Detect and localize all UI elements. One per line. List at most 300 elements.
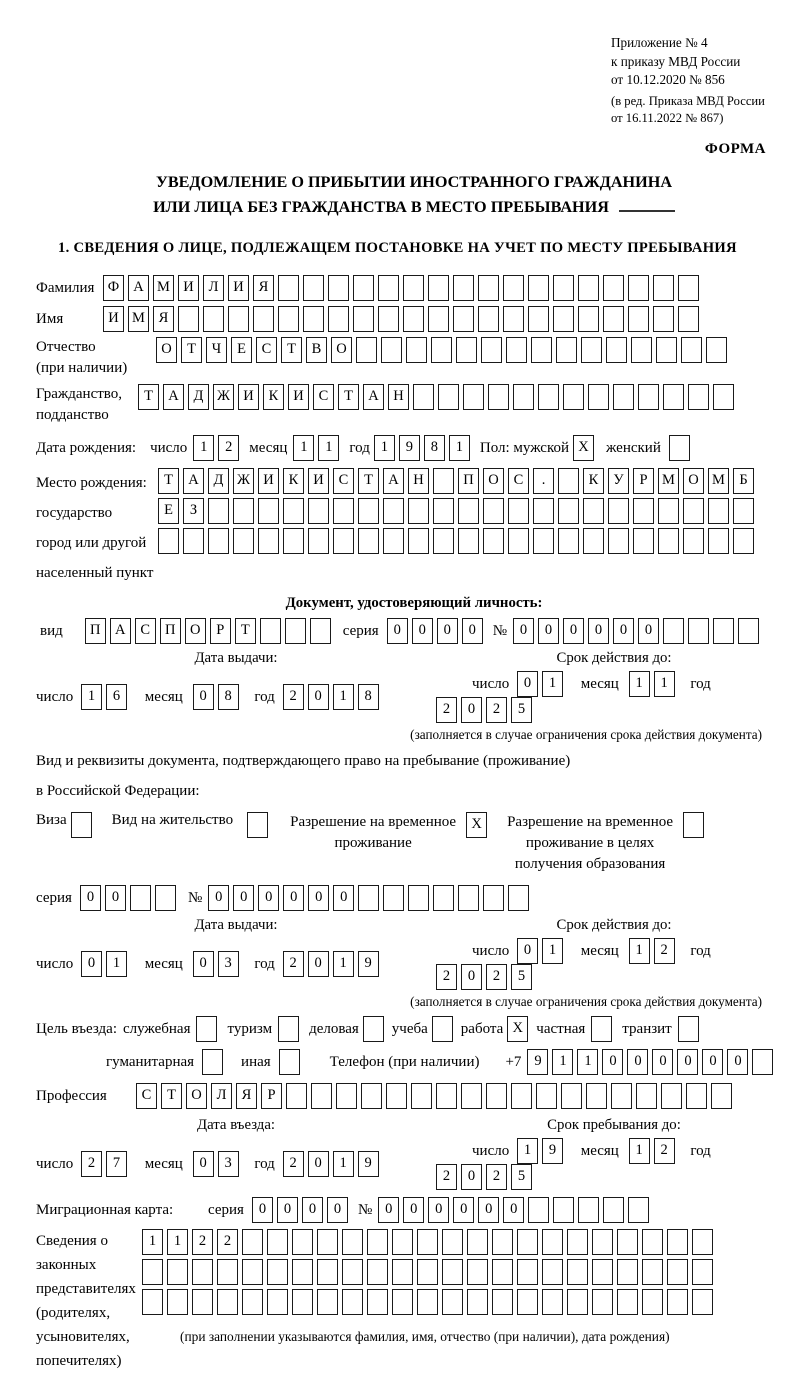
char-box[interactable]: М [658,468,679,494]
char-box[interactable] [556,337,577,363]
char-box[interactable]: 0 [538,618,559,644]
char-box[interactable] [467,1229,488,1255]
char-box[interactable]: 1 [374,435,395,461]
char-box[interactable]: У [608,468,629,494]
char-box[interactable] [328,306,349,332]
char-box[interactable] [578,306,599,332]
char-box[interactable]: 0 [677,1049,698,1075]
char-box[interactable]: 5 [511,697,532,723]
char-box[interactable] [367,1229,388,1255]
char-box[interactable] [336,1083,357,1109]
char-box[interactable]: 2 [654,1138,675,1164]
char-box[interactable]: Л [203,275,224,301]
char-box[interactable] [417,1289,438,1315]
char-box[interactable] [438,384,459,410]
char-box[interactable]: 0 [258,885,279,911]
char-box[interactable]: 0 [638,618,659,644]
char-box[interactable]: 0 [308,951,329,977]
char-box[interactable]: 9 [358,1151,379,1177]
char-box[interactable]: 0 [563,618,584,644]
char-box[interactable] [692,1229,713,1255]
char-box[interactable] [363,1016,384,1042]
char-box[interactable]: 2 [192,1229,213,1255]
char-box[interactable]: Т [138,384,159,410]
char-box[interactable] [203,306,224,332]
char-box[interactable] [208,528,229,554]
char-box[interactable] [553,275,574,301]
char-box[interactable] [478,275,499,301]
char-box[interactable]: И [238,384,259,410]
char-box[interactable] [442,1259,463,1285]
char-box[interactable] [192,1289,213,1315]
char-box[interactable] [561,1083,582,1109]
char-box[interactable]: 1 [552,1049,573,1075]
char-box[interactable] [567,1289,588,1315]
char-box[interactable] [353,306,374,332]
char-box[interactable]: 5 [511,1164,532,1190]
char-box[interactable]: 1 [333,684,354,710]
char-box[interactable] [442,1229,463,1255]
char-box[interactable] [196,1016,217,1042]
char-box[interactable] [492,1229,513,1255]
char-box[interactable] [553,306,574,332]
char-box[interactable]: И [258,468,279,494]
char-box[interactable] [453,275,474,301]
char-box[interactable]: Д [188,384,209,410]
char-box[interactable] [458,528,479,554]
char-box[interactable]: Я [236,1083,257,1109]
char-box[interactable] [603,275,624,301]
char-box[interactable] [392,1259,413,1285]
char-box[interactable]: 1 [449,435,470,461]
char-box[interactable]: 5 [511,964,532,990]
char-box[interactable] [503,275,524,301]
char-box[interactable]: И [103,306,124,332]
char-box[interactable] [492,1289,513,1315]
char-box[interactable] [358,498,379,524]
char-box[interactable] [683,812,704,838]
char-box[interactable] [285,618,306,644]
char-box[interactable] [411,1083,432,1109]
char-box[interactable] [617,1289,638,1315]
char-box[interactable] [383,885,404,911]
char-box[interactable] [536,1083,557,1109]
char-box[interactable] [628,306,649,332]
char-box[interactable]: 1 [106,951,127,977]
char-box[interactable] [661,1083,682,1109]
char-box[interactable] [383,498,404,524]
char-box[interactable]: 2 [436,1164,457,1190]
char-box[interactable] [506,337,527,363]
char-box[interactable]: Ф [103,275,124,301]
char-box[interactable]: И [178,275,199,301]
char-box[interactable]: С [508,468,529,494]
char-box[interactable] [342,1229,363,1255]
char-box[interactable] [578,275,599,301]
char-box[interactable]: 0 [513,618,534,644]
char-box[interactable] [406,337,427,363]
char-box[interactable]: 9 [358,951,379,977]
char-box[interactable] [669,435,690,461]
char-box[interactable]: 0 [308,1151,329,1177]
char-box[interactable]: 1 [81,684,102,710]
char-box[interactable] [692,1259,713,1285]
char-box[interactable]: X [466,812,487,838]
char-box[interactable] [292,1289,313,1315]
char-box[interactable] [586,1083,607,1109]
char-box[interactable] [592,1289,613,1315]
char-box[interactable] [663,618,684,644]
char-box[interactable]: Т [338,384,359,410]
char-box[interactable]: 0 [403,1197,424,1223]
char-box[interactable]: 0 [308,684,329,710]
char-box[interactable] [678,306,699,332]
char-box[interactable]: 2 [436,964,457,990]
char-box[interactable]: 1 [577,1049,598,1075]
char-box[interactable] [428,306,449,332]
char-box[interactable]: 0 [193,684,214,710]
char-box[interactable] [456,337,477,363]
char-box[interactable] [278,306,299,332]
char-box[interactable] [228,306,249,332]
char-box[interactable] [517,1259,538,1285]
char-box[interactable]: . [533,468,554,494]
char-box[interactable] [683,498,704,524]
char-box[interactable]: Ж [233,468,254,494]
char-box[interactable] [130,885,151,911]
char-box[interactable] [381,337,402,363]
char-box[interactable]: М [153,275,174,301]
char-box[interactable]: В [306,337,327,363]
char-box[interactable] [242,1229,263,1255]
char-box[interactable]: Т [158,468,179,494]
char-box[interactable] [358,885,379,911]
char-box[interactable] [686,1083,707,1109]
char-box[interactable]: Н [388,384,409,410]
char-box[interactable] [217,1289,238,1315]
char-box[interactable] [356,337,377,363]
char-box[interactable]: 0 [327,1197,348,1223]
char-box[interactable] [633,498,654,524]
char-box[interactable] [688,618,709,644]
char-box[interactable]: 8 [358,684,379,710]
char-box[interactable]: О [156,337,177,363]
char-box[interactable] [292,1259,313,1285]
char-box[interactable]: 0 [613,618,634,644]
char-box[interactable] [642,1229,663,1255]
char-box[interactable] [578,1197,599,1223]
char-box[interactable] [367,1259,388,1285]
char-box[interactable]: А [110,618,131,644]
char-box[interactable] [483,498,504,524]
char-box[interactable] [428,275,449,301]
char-box[interactable] [608,528,629,554]
char-box[interactable]: 2 [486,1164,507,1190]
char-box[interactable]: 1 [193,435,214,461]
char-box[interactable] [603,306,624,332]
char-box[interactable] [208,498,229,524]
char-box[interactable] [583,498,604,524]
char-box[interactable] [242,1259,263,1285]
char-box[interactable]: 0 [461,697,482,723]
char-box[interactable]: 1 [293,435,314,461]
char-box[interactable]: М [708,468,729,494]
char-box[interactable] [317,1229,338,1255]
char-box[interactable]: С [136,1083,157,1109]
char-box[interactable]: 8 [424,435,445,461]
char-box[interactable]: 1 [142,1229,163,1255]
char-box[interactable] [267,1289,288,1315]
char-box[interactable] [308,528,329,554]
char-box[interactable] [563,384,584,410]
char-box[interactable]: Т [235,618,256,644]
char-box[interactable] [638,384,659,410]
char-box[interactable]: А [128,275,149,301]
char-box[interactable] [383,528,404,554]
char-box[interactable] [478,306,499,332]
char-box[interactable] [558,528,579,554]
char-box[interactable] [591,1016,612,1042]
char-box[interactable]: 0 [702,1049,723,1075]
char-box[interactable] [433,468,454,494]
char-box[interactable] [667,1289,688,1315]
char-box[interactable]: 0 [517,938,538,964]
char-box[interactable]: С [313,384,334,410]
char-box[interactable]: 2 [217,1229,238,1255]
char-box[interactable]: 1 [654,671,675,697]
char-box[interactable]: 2 [654,938,675,964]
char-box[interactable] [678,1016,699,1042]
char-box[interactable] [588,384,609,410]
char-box[interactable] [458,498,479,524]
char-box[interactable] [528,275,549,301]
char-box[interactable] [358,528,379,554]
char-box[interactable] [688,384,709,410]
char-box[interactable]: 2 [486,697,507,723]
char-box[interactable]: 6 [106,684,127,710]
char-box[interactable]: 0 [478,1197,499,1223]
char-box[interactable]: 0 [453,1197,474,1223]
char-box[interactable] [617,1229,638,1255]
char-box[interactable] [558,498,579,524]
char-box[interactable] [142,1289,163,1315]
char-box[interactable]: Т [358,468,379,494]
char-box[interactable] [71,812,92,838]
char-box[interactable] [317,1289,338,1315]
char-box[interactable]: 1 [629,938,650,964]
char-box[interactable] [467,1289,488,1315]
char-box[interactable] [611,1083,632,1109]
char-box[interactable] [413,384,434,410]
char-box[interactable] [508,528,529,554]
char-box[interactable] [517,1229,538,1255]
char-box[interactable] [733,498,754,524]
char-box[interactable]: 0 [517,671,538,697]
char-box[interactable]: Я [253,275,274,301]
char-box[interactable] [386,1083,407,1109]
char-box[interactable] [603,1197,624,1223]
char-box[interactable] [713,618,734,644]
char-box[interactable]: 2 [486,964,507,990]
char-box[interactable] [408,885,429,911]
char-box[interactable] [567,1229,588,1255]
char-box[interactable] [192,1259,213,1285]
char-box[interactable]: Т [281,337,302,363]
char-box[interactable] [488,384,509,410]
char-box[interactable] [253,306,274,332]
char-box[interactable]: С [135,618,156,644]
char-box[interactable]: 0 [333,885,354,911]
char-box[interactable] [233,528,254,554]
char-box[interactable]: 1 [517,1138,538,1164]
char-box[interactable] [678,275,699,301]
char-box[interactable] [408,528,429,554]
char-box[interactable] [258,498,279,524]
char-box[interactable] [242,1289,263,1315]
char-box[interactable] [392,1229,413,1255]
char-box[interactable]: 0 [588,618,609,644]
char-box[interactable]: 1 [629,671,650,697]
char-box[interactable]: 2 [283,684,304,710]
char-box[interactable] [653,306,674,332]
char-box[interactable] [642,1259,663,1285]
char-box[interactable]: А [183,468,204,494]
char-box[interactable] [553,1197,574,1223]
char-box[interactable] [681,337,702,363]
char-box[interactable]: 0 [462,618,483,644]
char-box[interactable] [528,1197,549,1223]
char-box[interactable] [378,275,399,301]
char-box[interactable] [361,1083,382,1109]
char-box[interactable] [636,1083,657,1109]
char-box[interactable]: 0 [378,1197,399,1223]
char-box[interactable] [286,1083,307,1109]
char-box[interactable] [481,337,502,363]
char-box[interactable]: 9 [527,1049,548,1075]
char-box[interactable] [528,306,549,332]
char-box[interactable] [278,1016,299,1042]
char-box[interactable] [328,275,349,301]
char-box[interactable]: 9 [399,435,420,461]
char-box[interactable] [738,618,759,644]
char-box[interactable] [342,1259,363,1285]
char-box[interactable] [511,1083,532,1109]
char-box[interactable] [467,1259,488,1285]
char-box[interactable]: 0 [193,951,214,977]
char-box[interactable]: 0 [105,885,126,911]
char-box[interactable] [613,384,634,410]
char-box[interactable]: Т [181,337,202,363]
char-box[interactable] [508,885,529,911]
char-box[interactable] [442,1289,463,1315]
char-box[interactable]: 0 [283,885,304,911]
char-box[interactable]: Р [633,468,654,494]
char-box[interactable] [158,528,179,554]
char-box[interactable] [617,1259,638,1285]
char-box[interactable] [533,528,554,554]
char-box[interactable] [167,1259,188,1285]
char-box[interactable]: X [507,1016,528,1042]
char-box[interactable]: 1 [167,1229,188,1255]
char-box[interactable] [417,1259,438,1285]
char-box[interactable]: 8 [218,684,239,710]
char-box[interactable]: 0 [727,1049,748,1075]
char-box[interactable] [433,498,454,524]
char-box[interactable] [656,337,677,363]
char-box[interactable] [142,1259,163,1285]
char-box[interactable]: 0 [602,1049,623,1075]
char-box[interactable]: 0 [461,1164,482,1190]
char-box[interactable] [333,498,354,524]
char-box[interactable]: 3 [218,1151,239,1177]
char-box[interactable] [167,1289,188,1315]
char-box[interactable]: 0 [627,1049,648,1075]
char-box[interactable]: Р [261,1083,282,1109]
char-box[interactable]: 7 [106,1151,127,1177]
char-box[interactable] [233,498,254,524]
char-box[interactable]: 0 [193,1151,214,1177]
char-box[interactable]: 0 [252,1197,273,1223]
char-box[interactable] [483,528,504,554]
char-box[interactable]: М [128,306,149,332]
char-box[interactable]: 2 [218,435,239,461]
char-box[interactable]: Л [211,1083,232,1109]
char-box[interactable] [433,528,454,554]
char-box[interactable]: Е [158,498,179,524]
char-box[interactable] [631,337,652,363]
char-box[interactable]: 0 [308,885,329,911]
char-box[interactable] [542,1229,563,1255]
char-box[interactable]: И [308,468,329,494]
char-box[interactable] [606,337,627,363]
char-box[interactable] [711,1083,732,1109]
char-box[interactable] [752,1049,773,1075]
char-box[interactable] [663,384,684,410]
char-box[interactable] [260,618,281,644]
char-box[interactable] [608,498,629,524]
char-box[interactable]: 0 [277,1197,298,1223]
char-box[interactable]: П [160,618,181,644]
char-box[interactable] [583,528,604,554]
char-box[interactable] [267,1229,288,1255]
char-box[interactable] [713,384,734,410]
char-box[interactable] [581,337,602,363]
char-box[interactable] [278,275,299,301]
char-box[interactable]: 0 [302,1197,323,1223]
char-box[interactable] [408,498,429,524]
char-box[interactable]: 1 [542,671,563,697]
char-box[interactable] [658,528,679,554]
char-box[interactable]: А [383,468,404,494]
char-box[interactable] [279,1049,300,1075]
char-box[interactable]: Я [153,306,174,332]
char-box[interactable] [733,528,754,554]
char-box[interactable] [367,1289,388,1315]
char-box[interactable] [667,1259,688,1285]
char-box[interactable]: 0 [80,885,101,911]
char-box[interactable]: 2 [283,1151,304,1177]
char-box[interactable] [683,528,704,554]
char-box[interactable]: А [363,384,384,410]
char-box[interactable] [183,528,204,554]
char-box[interactable] [353,275,374,301]
char-box[interactable] [461,1083,482,1109]
char-box[interactable] [533,498,554,524]
char-box[interactable] [538,384,559,410]
char-box[interactable]: 1 [629,1138,650,1164]
char-box[interactable] [267,1259,288,1285]
char-box[interactable]: 2 [436,697,457,723]
